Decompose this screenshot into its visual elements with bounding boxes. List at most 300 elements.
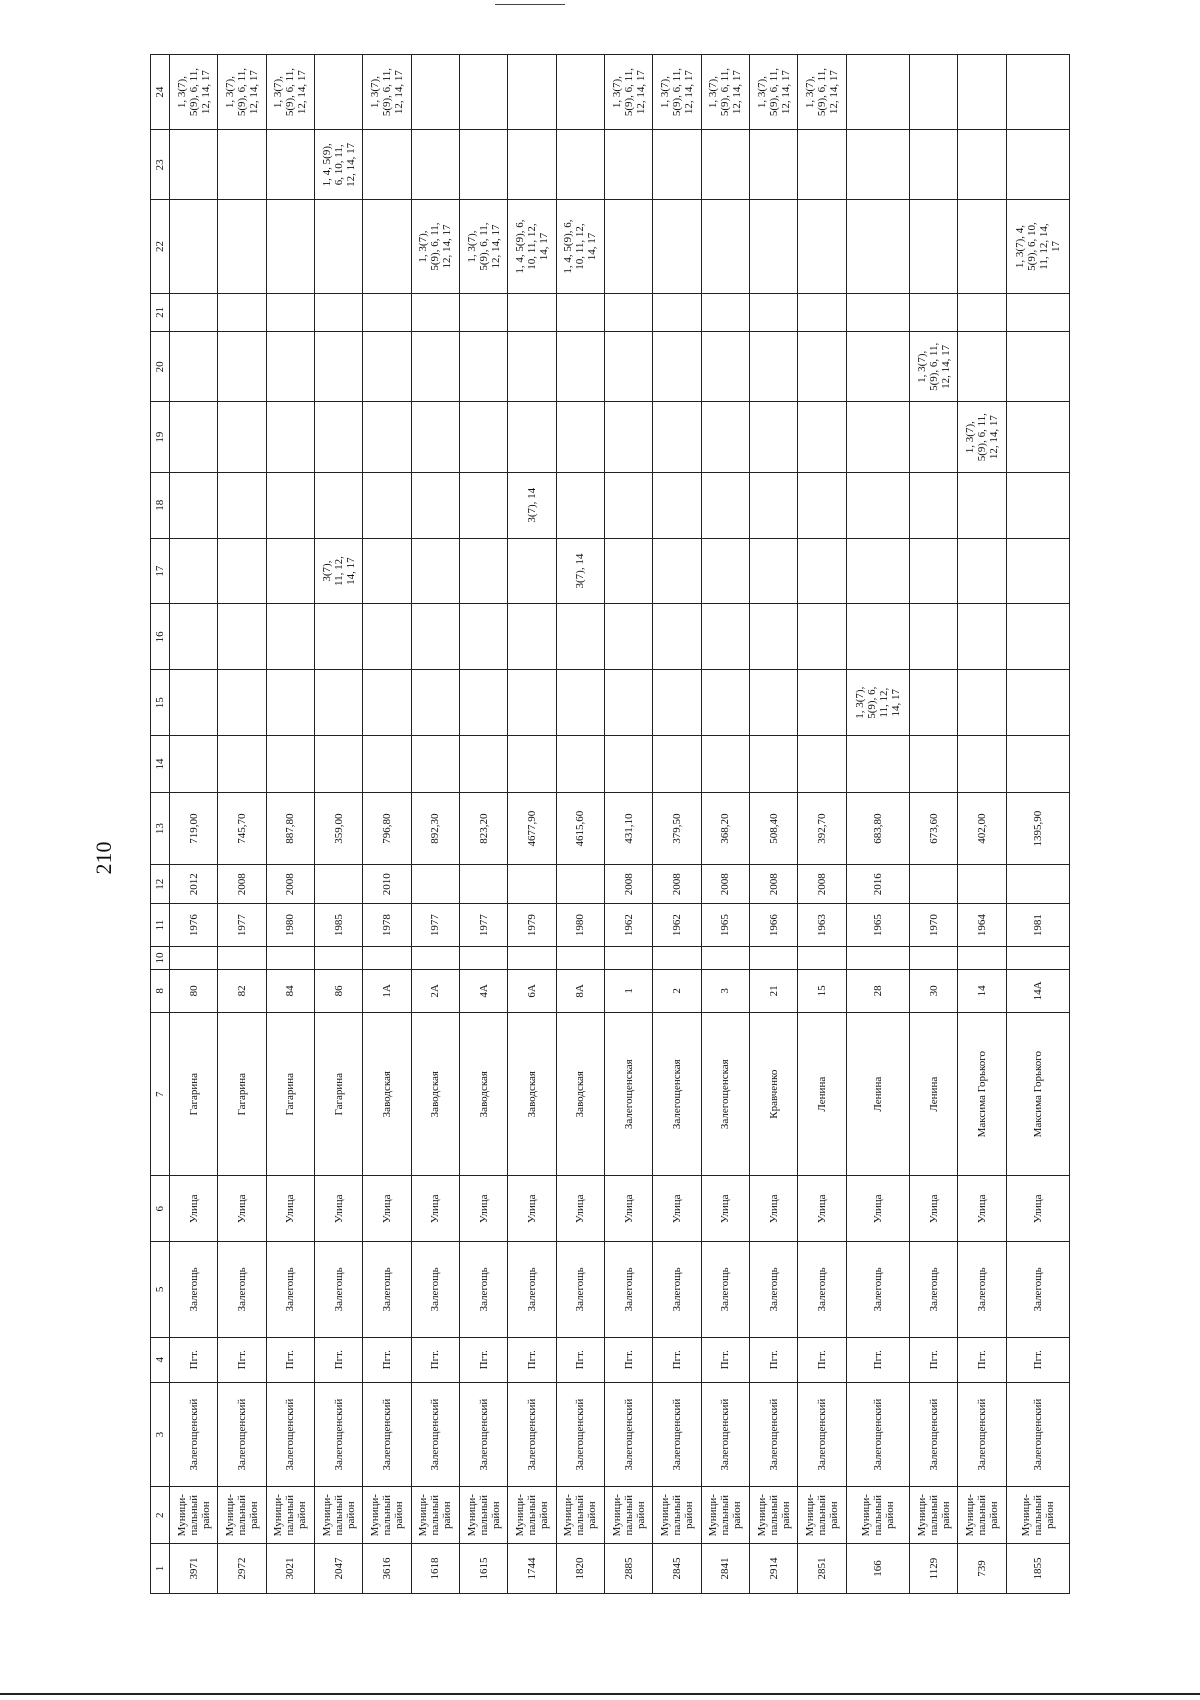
table-cell [750,538,798,604]
column-header: 15 [151,670,170,736]
table-cell: 1, 3(7), 5(9), 6, 11, 12, 14, 17 [460,200,508,293]
table-cell: 392,70 [798,792,846,865]
table-cell: Улица [460,1176,508,1242]
table-cell [363,538,411,604]
table-cell: 1А [363,969,411,1012]
table-cell [315,200,363,293]
table-cell [846,332,909,402]
table-cell [266,332,314,402]
table-cell: Муници- пальный район [798,1487,846,1544]
table-cell: 673,60 [910,792,958,865]
table-cell: 2008 [266,865,314,904]
table-cell: Пгт. [266,1337,314,1382]
table-cell [701,604,749,670]
table-cell: Заводская [363,1012,411,1175]
table-cell [846,130,909,200]
table-cell: Гагарина [170,1012,218,1175]
table-row [556,55,604,1594]
table-cell: Муници- пальный район [218,1487,266,1544]
table-cell [1006,736,1069,793]
column-header: 21 [151,293,170,332]
table-cell [508,332,556,402]
table-cell: Улица [605,1176,653,1242]
table-cell [910,947,958,970]
table-cell [701,332,749,402]
table-row [460,55,508,1594]
table-cell [363,736,411,793]
table-cell [846,402,909,472]
table-cell: Заводская [556,1012,604,1175]
table-cell [411,947,459,970]
table-cell [605,604,653,670]
table-body [170,55,1070,1594]
table-cell: Залегощь [798,1242,846,1337]
table-cell: Пгт. [910,1337,958,1382]
table-cell [315,670,363,736]
table-cell: Муници- пальный район [170,1487,218,1544]
table-cell: Залегощь [605,1242,653,1337]
table-cell [218,332,266,402]
registry-table [150,54,1070,1594]
table-cell [460,130,508,200]
table-cell: Пгт. [508,1337,556,1382]
table-cell [701,200,749,293]
table-cell [556,604,604,670]
table-cell [266,130,314,200]
table-cell [958,670,1006,736]
table-cell [910,402,958,472]
table-cell: Улица [363,1176,411,1242]
table-cell: 1977 [411,904,459,947]
table-cell [266,604,314,670]
table-cell [958,332,1006,402]
table-cell [798,472,846,538]
table-cell: 2841 [701,1544,749,1594]
table-cell: Пгт. [363,1337,411,1382]
table-cell [846,55,909,130]
table-cell [218,947,266,970]
table-cell: 82 [218,969,266,1012]
table-cell [266,538,314,604]
table-cell: Пгт. [846,1337,909,1382]
table-cell [798,200,846,293]
table-row [363,55,411,1594]
table-cell: Залегощь [556,1242,604,1337]
table-cell: Залегощь [653,1242,701,1337]
table-cell [218,604,266,670]
table-cell [556,670,604,736]
column-header: 23 [151,130,170,200]
table-cell [958,472,1006,538]
table-cell: Улица [750,1176,798,1242]
table-cell: 1980 [266,904,314,947]
table-cell [1006,472,1069,538]
table-cell [508,130,556,200]
table-cell [315,332,363,402]
table-cell [750,332,798,402]
table-cell: 887,80 [266,792,314,865]
table-cell [910,200,958,293]
table-cell: Залегощенская [701,1012,749,1175]
table-cell: 1, 3(7), 5(9), 6, 11, 12, 14, 17 [411,200,459,293]
table-cell [958,947,1006,970]
table-cell [846,604,909,670]
top-margin-rule [495,4,565,5]
table-row [315,55,363,1594]
table-cell [750,130,798,200]
table-cell [750,293,798,332]
table-cell [508,947,556,970]
table-cell [701,947,749,970]
column-header: 22 [151,200,170,293]
table-cell: 1855 [1006,1544,1069,1594]
table-cell [218,130,266,200]
table-cell: 1, 3(7), 5(9), 6, 11, 12, 14, 17 [170,55,218,130]
table-cell: Улица [170,1176,218,1242]
table-cell: Заводская [411,1012,459,1175]
table-cell: 14А [1006,969,1069,1012]
table-cell: 86 [315,969,363,1012]
column-header: 17 [151,538,170,604]
table-cell: 1618 [411,1544,459,1594]
table-cell [508,293,556,332]
table-cell [315,947,363,970]
column-header: 7 [151,1012,170,1175]
table-cell: Улица [798,1176,846,1242]
table-cell: Ленина [846,1012,909,1175]
table-cell: 1970 [910,904,958,947]
table-cell: 892,30 [411,792,459,865]
table-cell: Максима Горького [958,1012,1006,1175]
table-cell [605,293,653,332]
table-cell [411,865,459,904]
table-cell [315,865,363,904]
table-cell [460,670,508,736]
table-cell [910,293,958,332]
table-cell: Улица [1006,1176,1069,1242]
table-cell: Муници- пальный район [910,1487,958,1544]
table-cell [556,472,604,538]
table-cell: Залегощенский [266,1382,314,1486]
table-cell: Залегощенский [556,1382,604,1486]
table-cell [508,604,556,670]
table-cell: 1 [605,969,653,1012]
table-cell [750,200,798,293]
table-cell [460,736,508,793]
table-cell [266,670,314,736]
table-cell [460,402,508,472]
table-cell [363,293,411,332]
table-cell [315,604,363,670]
table-cell: 745,70 [218,792,266,865]
table-row [605,55,653,1594]
table-cell: Улица [218,1176,266,1242]
table-cell [556,55,604,130]
table-cell [798,130,846,200]
table-cell [363,947,411,970]
table-cell: 1979 [508,904,556,947]
table-cell: Муници- пальный район [653,1487,701,1544]
table-cell: Залегощенская [605,1012,653,1175]
table-cell [411,130,459,200]
table-cell: 6А [508,969,556,1012]
table-cell [411,402,459,472]
table-cell: 30 [910,969,958,1012]
column-header: 6 [151,1176,170,1242]
table-cell [846,736,909,793]
table-cell: Ленина [910,1012,958,1175]
table-cell [798,402,846,472]
table-cell: 1965 [701,904,749,947]
table-cell: Муници- пальный район [315,1487,363,1544]
table-cell [846,293,909,332]
table-cell [460,55,508,130]
table-cell [1006,130,1069,200]
table-cell [508,55,556,130]
table-cell: Залегощенский [910,1382,958,1486]
table-cell: Залегощенский [363,1382,411,1486]
column-header: 2 [151,1487,170,1544]
table-cell: Залегощь [750,1242,798,1337]
table-cell: Залегощенский [218,1382,266,1486]
table-cell [846,200,909,293]
table-cell [910,538,958,604]
table-cell: 1, 3(7), 5(9), 6, 11, 12, 14, 17 [218,55,266,130]
table-cell: Улица [846,1176,909,1242]
table-cell [266,472,314,538]
table-cell: Муници- пальный район [958,1487,1006,1544]
table-cell: Залегощенский [315,1382,363,1486]
table-cell: 8А [556,969,604,1012]
table-cell: 2010 [363,865,411,904]
table-cell [910,55,958,130]
table-cell: 379,50 [653,792,701,865]
column-header: 12 [151,865,170,904]
table-cell [1006,670,1069,736]
table-cell: 508,40 [750,792,798,865]
table-cell [653,472,701,538]
table-row [218,55,266,1594]
table-cell: Муници- пальный район [460,1487,508,1544]
table-cell: 719,00 [170,792,218,865]
table-cell [218,670,266,736]
table-cell [958,736,1006,793]
table-cell: Пгт. [605,1337,653,1382]
table-cell [315,402,363,472]
table-cell: 80 [170,969,218,1012]
column-header: 14 [151,736,170,793]
table-cell: Залегощь [508,1242,556,1337]
table-cell: 1, 4, 5(9), 6, 10, 11, 12, 14, 17 [315,130,363,200]
table-cell [750,736,798,793]
table-cell: 1, 3(7), 5(9), 6, 11, 12, 14, 17 [910,332,958,402]
table-cell: Залегощь [910,1242,958,1337]
table-cell [411,604,459,670]
table-cell: 2008 [218,865,266,904]
table-cell: 166 [846,1544,909,1594]
table-cell [958,538,1006,604]
table-cell [556,402,604,472]
table-cell: Залегощенская [653,1012,701,1175]
table-cell: 2012 [170,865,218,904]
table-cell [701,472,749,538]
table-cell: 15 [798,969,846,1012]
table-cell: Залегощь [460,1242,508,1337]
table-cell [315,736,363,793]
table-cell: 823,20 [460,792,508,865]
column-header: 24 [151,55,170,130]
table-cell [170,604,218,670]
table-cell [170,293,218,332]
table-cell [460,472,508,538]
table-cell [701,293,749,332]
table-cell: Улица [910,1176,958,1242]
table-cell: Залегощь [958,1242,1006,1337]
table-cell: 3(7), 14 [556,538,604,604]
table-cell [958,865,1006,904]
table-cell [363,670,411,736]
table-cell [701,130,749,200]
table-cell: 1, 3(7), 5(9), 6, 11, 12, 14, 17 [750,55,798,130]
table-cell: 1978 [363,904,411,947]
table-cell [266,293,314,332]
table-cell [218,736,266,793]
table-cell: 3(7), 11, 12, 14, 17 [315,538,363,604]
table-cell: 3 [701,969,749,1012]
table-cell [1006,55,1069,130]
table-cell: 1, 3(7), 5(9), 6, 11, 12, 14, 17 [798,55,846,130]
table-cell [556,293,604,332]
table-cell: 1, 3(7), 5(9), 6, 11, 12, 14, 17 [846,670,909,736]
column-header: 11 [151,904,170,947]
table-cell [910,472,958,538]
table-cell [363,200,411,293]
table-cell [798,604,846,670]
table-cell [798,947,846,970]
table-cell: 28 [846,969,909,1012]
table-cell: 1981 [1006,904,1069,947]
table-cell: Муници- пальный район [750,1487,798,1544]
table-cell: 1, 4, 5(9), 6, 10, 11, 12, 14, 17 [508,200,556,293]
column-header: 1 [151,1544,170,1594]
table-cell [315,293,363,332]
table-cell: 2008 [701,865,749,904]
table-cell [460,332,508,402]
table-cell: Гагарина [266,1012,314,1175]
table-row [1006,55,1069,1594]
table-cell: 2008 [653,865,701,904]
table-row [958,55,1006,1594]
table-cell: 4677,90 [508,792,556,865]
table-cell: 4А [460,969,508,1012]
table-cell: 1395,90 [1006,792,1069,865]
table-cell [363,402,411,472]
table-cell [556,332,604,402]
table-cell [653,604,701,670]
table-cell [170,332,218,402]
table-cell [556,130,604,200]
table-cell: Залегощенский [508,1382,556,1486]
table-cell [958,55,1006,130]
table-cell: Улица [653,1176,701,1242]
table-cell: Ленина [798,1012,846,1175]
table-cell [701,670,749,736]
table-cell [653,736,701,793]
table-cell [910,865,958,904]
table-cell: Пгт. [701,1337,749,1382]
table-cell [508,402,556,472]
table-cell [605,736,653,793]
table-cell: Пгт. [170,1337,218,1382]
table-cell [1006,332,1069,402]
table-row [266,55,314,1594]
table-cell [266,402,314,472]
table-cell: Залегощь [218,1242,266,1337]
table-cell: 84 [266,969,314,1012]
table-cell: Гагарина [315,1012,363,1175]
table-cell: 1, 3(7), 5(9), 6, 11, 12, 14, 17 [701,55,749,130]
table-cell [910,130,958,200]
table-cell [958,200,1006,293]
table-cell [701,402,749,472]
column-header: 13 [151,792,170,865]
table-cell [411,736,459,793]
table-row [701,55,749,1594]
table-cell: 2851 [798,1544,846,1594]
table-cell: Залегощь [266,1242,314,1337]
table-cell: Залегощь [315,1242,363,1337]
column-header: 8 [151,969,170,1012]
table-cell: Залегощенский [1006,1382,1069,1486]
table-cell: 2016 [846,865,909,904]
table-cell: Максима Горького [1006,1012,1069,1175]
table-cell [460,604,508,670]
table-cell: 1615 [460,1544,508,1594]
table-cell: 1962 [605,904,653,947]
table-cell [605,332,653,402]
table-cell: Гагарина [218,1012,266,1175]
table-cell [1006,293,1069,332]
table-cell: 1820 [556,1544,604,1594]
table-cell [170,736,218,793]
table-cell: Муници- пальный район [266,1487,314,1544]
registry-table-rotated [150,54,1070,1594]
column-header: 3 [151,1382,170,1486]
column-header: 20 [151,332,170,402]
table-cell [605,538,653,604]
table-cell [653,200,701,293]
table-cell: Залегощенский [411,1382,459,1486]
table-cell: Муници- пальный район [846,1487,909,1544]
table-cell: 1985 [315,904,363,947]
table-cell: Муници- пальный район [556,1487,604,1544]
table-cell: 1129 [910,1544,958,1594]
table-cell [958,604,1006,670]
table-cell: 3(7), 14 [508,472,556,538]
table-cell [958,293,1006,332]
table-cell: Залегощенский [958,1382,1006,1486]
table-cell [460,538,508,604]
table-cell: Залегощь [1006,1242,1069,1337]
table-cell [605,670,653,736]
table-cell [798,332,846,402]
table-cell: 368,20 [701,792,749,865]
table-cell [1006,538,1069,604]
table-cell: 431,10 [605,792,653,865]
table-cell [653,947,701,970]
table-cell [605,402,653,472]
table-cell [218,472,266,538]
